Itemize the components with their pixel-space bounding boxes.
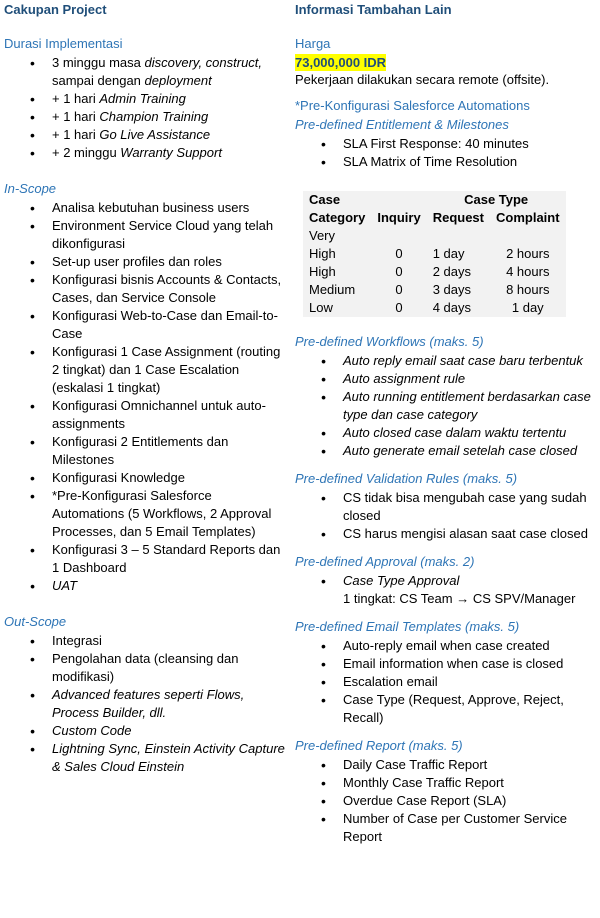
list-item: • Auto reply email saat case baru terbentuk [295, 352, 595, 370]
list-item: • UAT [4, 577, 286, 595]
list-item: • SLA First Response: 40 minutes [295, 135, 595, 153]
right-column-title: Informasi Tambahan Lain [295, 2, 452, 17]
list-item: • Auto closed case dalam waktu tertentu [295, 424, 595, 442]
workflows-heading: Pre-defined Workflows (maks. 5) [295, 334, 484, 349]
table-header: Category [309, 210, 366, 225]
remote-note: Pekerjaan dilakukan secara remote (offsite). [295, 72, 550, 87]
outscope-list [4, 632, 286, 776]
list-item: • Konfigurasi Web-to-Case dan Email-to-Case [4, 307, 286, 343]
table-header: Inquiry [377, 210, 421, 225]
list-item: • Escalation email [295, 673, 595, 691]
list-item: • + 1 hari Go Live Assistance [4, 126, 286, 144]
right-column [295, 0, 595, 856]
validation-heading: Pre-defined Validation Rules (maks. 5) [295, 471, 518, 486]
list-item: • Konfigurasi 2 Entitlements dan Milestones [4, 433, 286, 469]
durasi-list [4, 54, 286, 162]
email-templates-list [295, 637, 595, 727]
report-list [295, 756, 595, 846]
list-item: • Konfigurasi 1 Case Assignment (routing 2 tingkat) dan 1 Case Escalation (eskalasi 1 tingkat) [4, 343, 286, 397]
list-item: • Auto-reply email when case created [295, 637, 595, 655]
list-item: • + 2 minggu Warranty Support [4, 144, 286, 162]
durasi-heading: Durasi Implementasi [4, 36, 123, 51]
table-row: High 0 1 day 2 hours [309, 246, 550, 261]
table-header: Case [309, 192, 341, 207]
list-item: • 3 minggu masa discovery, construct, sampai dengan deployment [4, 54, 286, 90]
list-item: • Monthly Case Traffic Report [295, 774, 595, 792]
sla-matrix-table [303, 191, 566, 317]
approval-list [295, 572, 595, 608]
list-item: • Pengolahan data (cleansing dan modifikasi) [4, 650, 286, 686]
list-item: • Overdue Case Report (SLA) [295, 792, 595, 810]
list-item: • Email information when case is closed [295, 655, 595, 673]
preconfig-heading: *Pre-Konfigurasi Salesforce Automations [295, 98, 530, 113]
list-item: • Set-up user profiles dan roles [4, 253, 286, 271]
table-row: Very [309, 228, 336, 243]
list-item: • Auto assignment rule [295, 370, 595, 388]
table-row: High 0 2 days 4 hours [309, 264, 550, 279]
inscope-list [4, 199, 286, 595]
email-templates-heading: Pre-defined Email Templates (maks. 5) [295, 619, 520, 634]
report-heading: Pre-defined Report (maks. 5) [295, 738, 463, 753]
list-item: • Auto running entitlement berdasarkan case type dan case category [295, 388, 595, 424]
list-item: • Daily Case Traffic Report [295, 756, 595, 774]
entitlement-list [295, 135, 595, 171]
list-item: • Environment Service Cloud yang telah dikonfigurasi [4, 217, 286, 253]
table-row: Medium 0 3 days 8 hours [309, 282, 550, 297]
list-item: • + 1 hari Champion Training [4, 108, 286, 126]
list-item: • Custom Code [4, 722, 286, 740]
table-header: Request [432, 210, 484, 225]
list-item: • Analisa kebutuhan business users [4, 199, 286, 217]
workflows-list [295, 352, 595, 460]
list-item: • Case Type (Request, Approve, Reject, Recall) [295, 691, 595, 727]
list-item: • Konfigurasi 3 – 5 Standard Reports dan 1 Dashboard [4, 541, 286, 577]
list-item: • + 1 hari Admin Training [4, 90, 286, 108]
list-item: • Advanced features seperti Flows, Process Builder, dll. [4, 686, 286, 722]
list-item: • Case Type Approval 1 tingkat: CS Team → CS SPV/Manager [295, 572, 595, 608]
list-item: • SLA Matrix of Time Resolution [295, 153, 595, 171]
list-item: • Number of Case per Customer Service Report [295, 810, 595, 846]
left-column [4, 0, 286, 786]
price-value: 73,000,000 IDR [295, 55, 387, 70]
table-header: Case Type [464, 192, 529, 207]
list-item: • Konfigurasi Knowledge [4, 469, 286, 487]
table-row: Low 0 4 days 1 day [309, 300, 544, 315]
list-item: • CS tidak bisa mengubah case yang sudah closed [295, 489, 595, 525]
list-item: • Konfigurasi bisnis Accounts & Contacts, Cases, dan Service Console [4, 271, 286, 307]
table-header: Complaint [496, 210, 560, 225]
entitlement-heading: Pre-defined Entitlement & Milestones [295, 117, 509, 132]
list-item: • Lightning Sync, Einstein Activity Capture & Sales Cloud Einstein [4, 740, 286, 776]
list-item: • Konfigurasi Omnichannel untuk auto-assignments [4, 397, 286, 433]
outscope-heading: Out-Scope [4, 614, 67, 629]
validation-list [295, 489, 595, 543]
left-column-title: Cakupan Project [4, 2, 107, 17]
list-item: • Integrasi [4, 632, 286, 650]
list-item: • CS harus mengisi alasan saat case closed [295, 525, 595, 543]
list-item: • Auto generate email setelah case closed [295, 442, 595, 460]
approval-heading: Pre-defined Approval (maks. 2) [295, 554, 475, 569]
list-item: • *Pre-Konfigurasi Salesforce Automations (5 Workflows, 2 Approval Processes, dan 5 Email Templates) [4, 487, 286, 541]
harga-label: Harga [295, 36, 331, 51]
inscope-heading: In-Scope [4, 181, 57, 196]
